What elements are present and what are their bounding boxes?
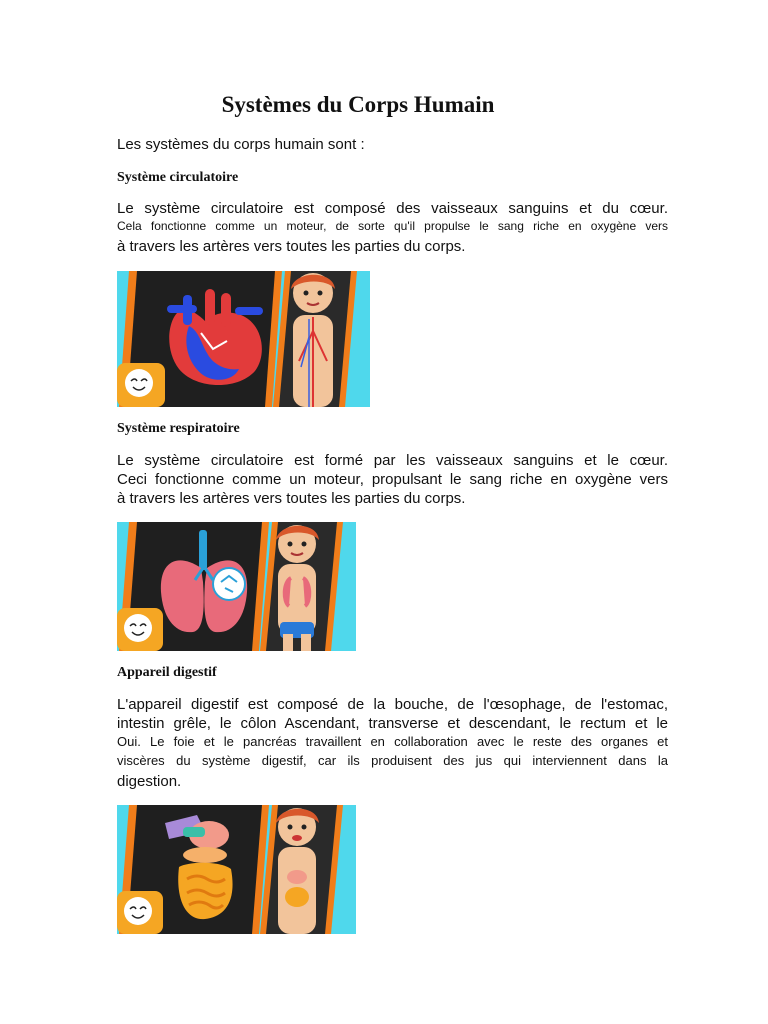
paragraph-line: intestin grêle, le côlon Ascendant, transverse et descendant, le rectum et le bbox=[117, 715, 668, 732]
digestive-system-illustration bbox=[117, 805, 356, 934]
section-heading-circulatory: Système circulatoire bbox=[117, 170, 239, 185]
lungs-respiratory-illustration bbox=[117, 522, 356, 651]
paragraph-line: à travers les artères vers toutes les parties du corps. bbox=[117, 490, 466, 507]
section-heading-digestive: Appareil digestif bbox=[117, 665, 217, 680]
paragraph-line: Ceci fonctionne comme un moteur, propulsant le sang riche en oxygène vers bbox=[117, 471, 668, 488]
paragraph-line: L'appareil digestif est composé de la bouche, de l'œsophage, de l'estomac, bbox=[117, 696, 668, 713]
paragraph-line: Le système circulatoire est composé des vaisseaux sanguins et du cœur. bbox=[117, 200, 668, 217]
heart-circulatory-illustration bbox=[117, 271, 370, 407]
paragraph-line: viscères du système digestif, car ils produisent des jus qui interviennent dans la bbox=[117, 753, 668, 768]
paragraph-line: Oui. Le foie et le pancréas travaillent en collaboration avec le reste des organes et bbox=[117, 734, 668, 749]
paragraph-line: Cela fonctionne comme un moteur, de sorte qu'il propulse le sang riche en oxygène vers bbox=[117, 219, 668, 233]
paragraph-line: Le système circulatoire est formé par les vaisseaux sanguins et le cœur. bbox=[117, 452, 668, 469]
paragraph-line: digestion. bbox=[117, 773, 182, 790]
paragraph-line: à travers les artères vers toutes les parties du corps. bbox=[117, 238, 466, 255]
page-title: Systèmes du Corps Humain bbox=[221, 92, 495, 117]
section-heading-respiratory: Système respiratoire bbox=[117, 421, 240, 436]
intro-text: Les systèmes du corps humain sont : bbox=[117, 136, 365, 153]
